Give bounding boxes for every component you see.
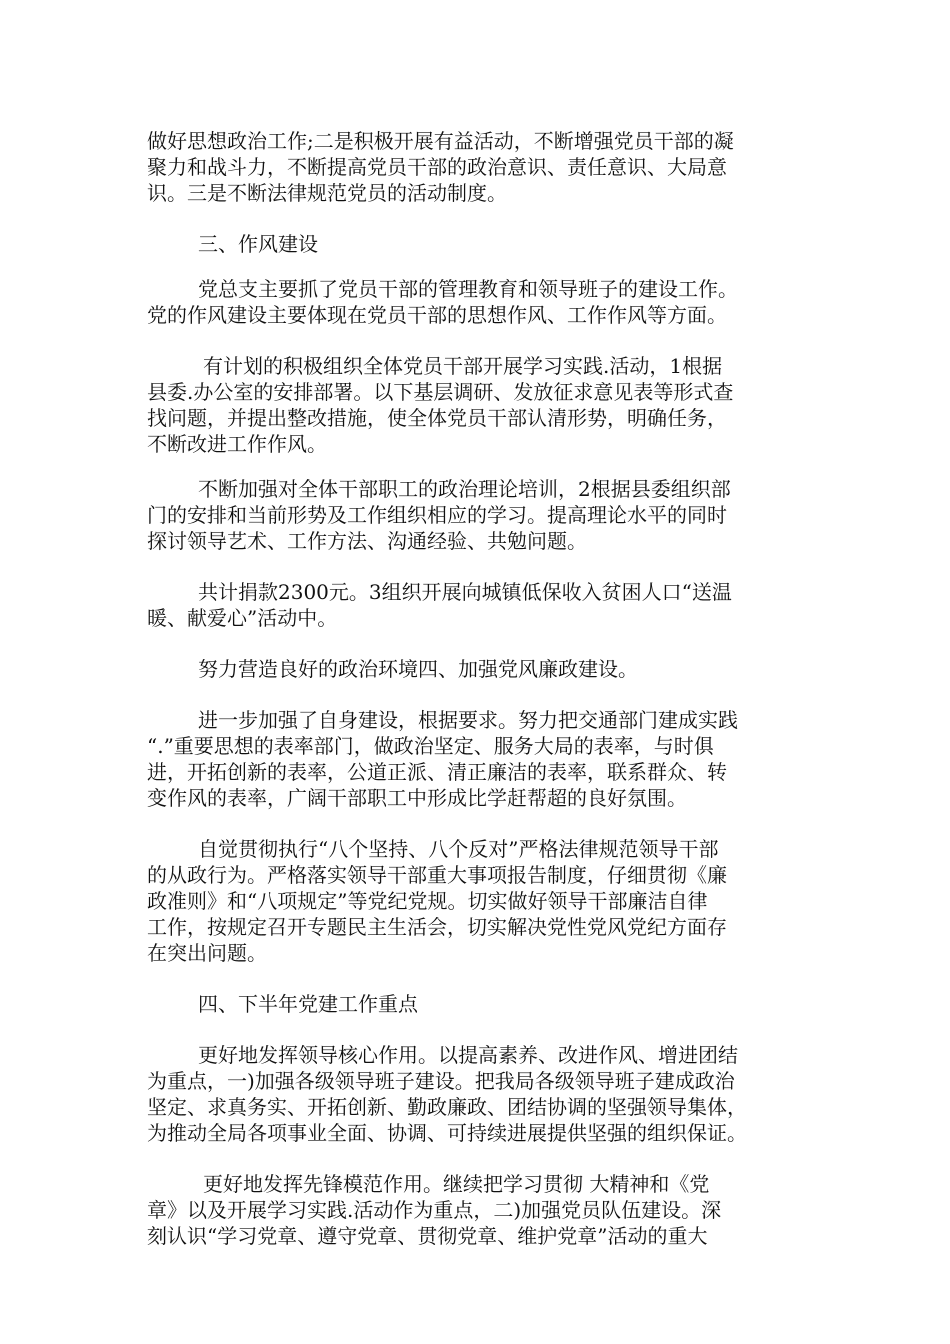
text-line: 识。三是不断法律规范党员的活动制度。 bbox=[147, 181, 507, 205]
text-line: 党的作风建设主要体现在党员干部的思想作风、工作作风等方面。 bbox=[147, 303, 727, 327]
text-line: 为重点，一)加强各级领导班子建设。把我局各级领导班子建成政治 bbox=[147, 1069, 735, 1093]
text-line: 进，开拓创新的表率，公道正派、清正廉洁的表率，联系群众、转 bbox=[147, 760, 727, 784]
text-line: 坚定、求真务实、开拓创新、勤政廉政、团结协调的坚强领导集体， bbox=[147, 1095, 747, 1119]
text-line: 探讨领导艺术、工作方法、沟通经验、共勉问题。 bbox=[147, 529, 587, 553]
text-line: 党总支主要抓了党员干部的管理教育和领导班子的建设工作。 bbox=[198, 277, 738, 301]
text-line: 共计捐款2300元。3组织开展向城镇低保收入贫困人口“送温 bbox=[198, 580, 732, 604]
text-line: 聚力和战斗力，不断提高党员干部的政治意识、责任意识、大局意 bbox=[147, 155, 727, 179]
text-line: 找问题，并提出整改措施，使全体党员干部认清形势，明确任务， bbox=[147, 406, 727, 430]
text-line: 变作风的表率，广阔干部职工中形成比学赶帮超的良好氛围。 bbox=[147, 786, 687, 810]
text-line: “.”重要思想的表率部门，做政治坚定、服务大局的表率，与时俱 bbox=[147, 734, 714, 758]
text-line: 做好思想政治工作;二是积极开展有益活动，不断增强党员干部的凝 bbox=[147, 129, 734, 153]
text-line: 更好地发挥先锋模范作用。继续把学习贯彻 大精神和《党 bbox=[203, 1172, 710, 1196]
text-line: 章》以及开展学习实践.活动作为重点，二)加强党员队伍建设。深 bbox=[147, 1198, 722, 1222]
text-line: 进一步加强了自身建设，根据要求。努力把交通部门建成实践 bbox=[198, 708, 738, 732]
text-line: 门的安排和当前形势及工作组织相应的学习。提高理论水平的同时 bbox=[147, 503, 727, 527]
text-line: 工作，按规定召开专题民主生活会，切实解决党性党风党纪方面存 bbox=[147, 915, 727, 939]
section-heading: 三、作风建设 bbox=[198, 232, 318, 256]
text-line: 努力营造良好的政治环境四、加强党风廉政建设。 bbox=[198, 657, 638, 681]
section-heading: 四、下半年党建工作重点 bbox=[198, 992, 418, 1016]
text-line: 不断改进工作作风。 bbox=[147, 432, 327, 456]
text-line: 县委.办公室的安排部署。以下基层调研、发放征求意见表等形式查 bbox=[147, 380, 734, 404]
text-line: 有计划的积极组织全体党员干部开展学习实践.活动，1根据 bbox=[203, 354, 723, 378]
text-line: 更好地发挥领导核心作用。以提高素养、改进作风、增进团结 bbox=[198, 1043, 738, 1067]
text-line: 不断加强对全体干部职工的政治理论培训，2根据县委组织部 bbox=[198, 477, 731, 501]
text-line: 的从政行为。严格落实领导干部重大事项报告制度，仔细贯彻《廉 bbox=[147, 863, 727, 887]
text-line: 政准则》和“八项规定”等党纪党规。切实做好领导干部廉洁自律 bbox=[147, 889, 708, 913]
text-line: 在突出问题。 bbox=[147, 941, 267, 965]
text-line: 自觉贯彻执行“八个坚持、八个反对”严格法律规范领导干部 bbox=[198, 837, 719, 861]
text-line: 暖、献爱心”活动中。 bbox=[147, 606, 338, 630]
text-line: 为推动全局各项事业全面、协调、可持续进展提供坚强的组织保证。 bbox=[147, 1121, 747, 1145]
text-line: 刻认识“学习党章、遵守党章、贯彻党章、维护党章”活动的重大 bbox=[147, 1224, 708, 1248]
